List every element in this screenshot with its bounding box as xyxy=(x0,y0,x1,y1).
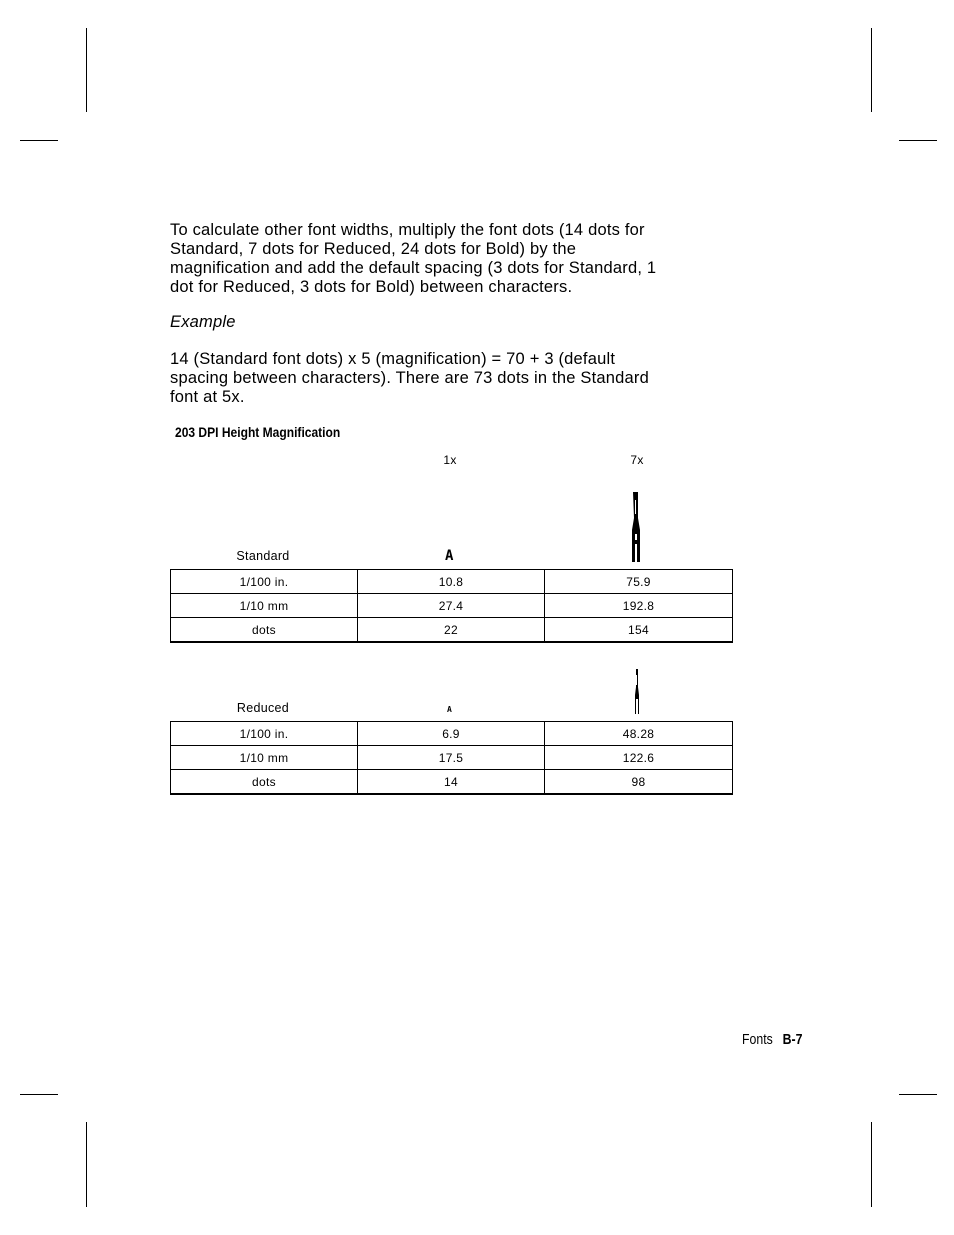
unit-cell: 1/10 mm xyxy=(171,746,358,770)
crop-mark xyxy=(20,1094,58,1095)
crop-mark xyxy=(899,140,937,141)
value-1x-cell: 10.8 xyxy=(358,570,545,594)
crop-mark xyxy=(86,28,87,112)
unit-cell: dots xyxy=(171,770,358,795)
page-number: B-7 xyxy=(782,1031,803,1048)
value-1x-cell: 27.4 xyxy=(358,594,545,618)
value-7x-cell: 98 xyxy=(545,770,733,795)
value-7x-cell: 48.28 xyxy=(545,722,733,746)
standard-sample-7x-icon xyxy=(630,492,642,562)
reduced-dimensions-table xyxy=(170,721,733,795)
table-row xyxy=(171,570,733,594)
intro-line: dot for Reduced, 3 dots for Bold) between characters. xyxy=(170,278,573,296)
intro-line: To calculate other font widths, multiply the font dots (14 dots for xyxy=(170,221,645,239)
example-paragraph xyxy=(170,350,730,407)
example-line: spacing between characters). There are 73 dots in the Standard xyxy=(170,369,649,387)
unit-cell: dots xyxy=(171,618,358,643)
example-heading: Example xyxy=(170,313,236,331)
column-heading-7x: 7x xyxy=(630,453,644,467)
value-1x-cell: 22 xyxy=(358,618,545,643)
value-7x-cell: 75.9 xyxy=(545,570,733,594)
table-row xyxy=(171,746,733,770)
table-row xyxy=(171,722,733,746)
crop-mark xyxy=(899,1094,937,1095)
value-1x-cell: 14 xyxy=(358,770,545,795)
reduced-sample-7x-icon xyxy=(633,669,641,714)
crop-mark xyxy=(871,1122,872,1207)
unit-cell: 1/100 in. xyxy=(171,570,358,594)
value-7x-cell: 122.6 xyxy=(545,746,733,770)
crop-mark xyxy=(871,28,872,112)
value-1x-cell: 17.5 xyxy=(358,746,545,770)
standard-font-label: Standard xyxy=(236,549,290,563)
intro-paragraph xyxy=(170,221,730,297)
example-line: 14 (Standard font dots) x 5 (magnification) = 70 + 3 (default xyxy=(170,350,616,368)
table-row xyxy=(171,618,733,643)
standard-dimensions-table xyxy=(170,569,733,643)
example-line: font at 5x. xyxy=(170,388,245,406)
table-row xyxy=(171,594,733,618)
unit-cell: 1/100 in. xyxy=(171,722,358,746)
table-row xyxy=(171,770,733,795)
table-title: 203 DPI Height Magnification xyxy=(175,424,341,440)
value-7x-cell: 154 xyxy=(545,618,733,643)
intro-line: magnification and add the default spacing (3 dots for Standard, 1 xyxy=(170,259,657,277)
unit-cell: 1/10 mm xyxy=(171,594,358,618)
value-1x-cell: 6.9 xyxy=(358,722,545,746)
reduced-sample-1x: A xyxy=(447,705,452,714)
crop-mark xyxy=(20,140,58,141)
footer-section-name: Fonts xyxy=(742,1031,773,1048)
reduced-font-label: Reduced xyxy=(236,701,290,715)
value-7x-cell: 192.8 xyxy=(545,594,733,618)
intro-line: Standard, 7 dots for Reduced, 24 dots for Bold) by the xyxy=(170,240,577,258)
crop-mark xyxy=(86,1122,87,1207)
column-heading-1x: 1x xyxy=(443,453,457,467)
page-footer xyxy=(742,1031,802,1048)
standard-sample-1x: A xyxy=(445,548,454,564)
